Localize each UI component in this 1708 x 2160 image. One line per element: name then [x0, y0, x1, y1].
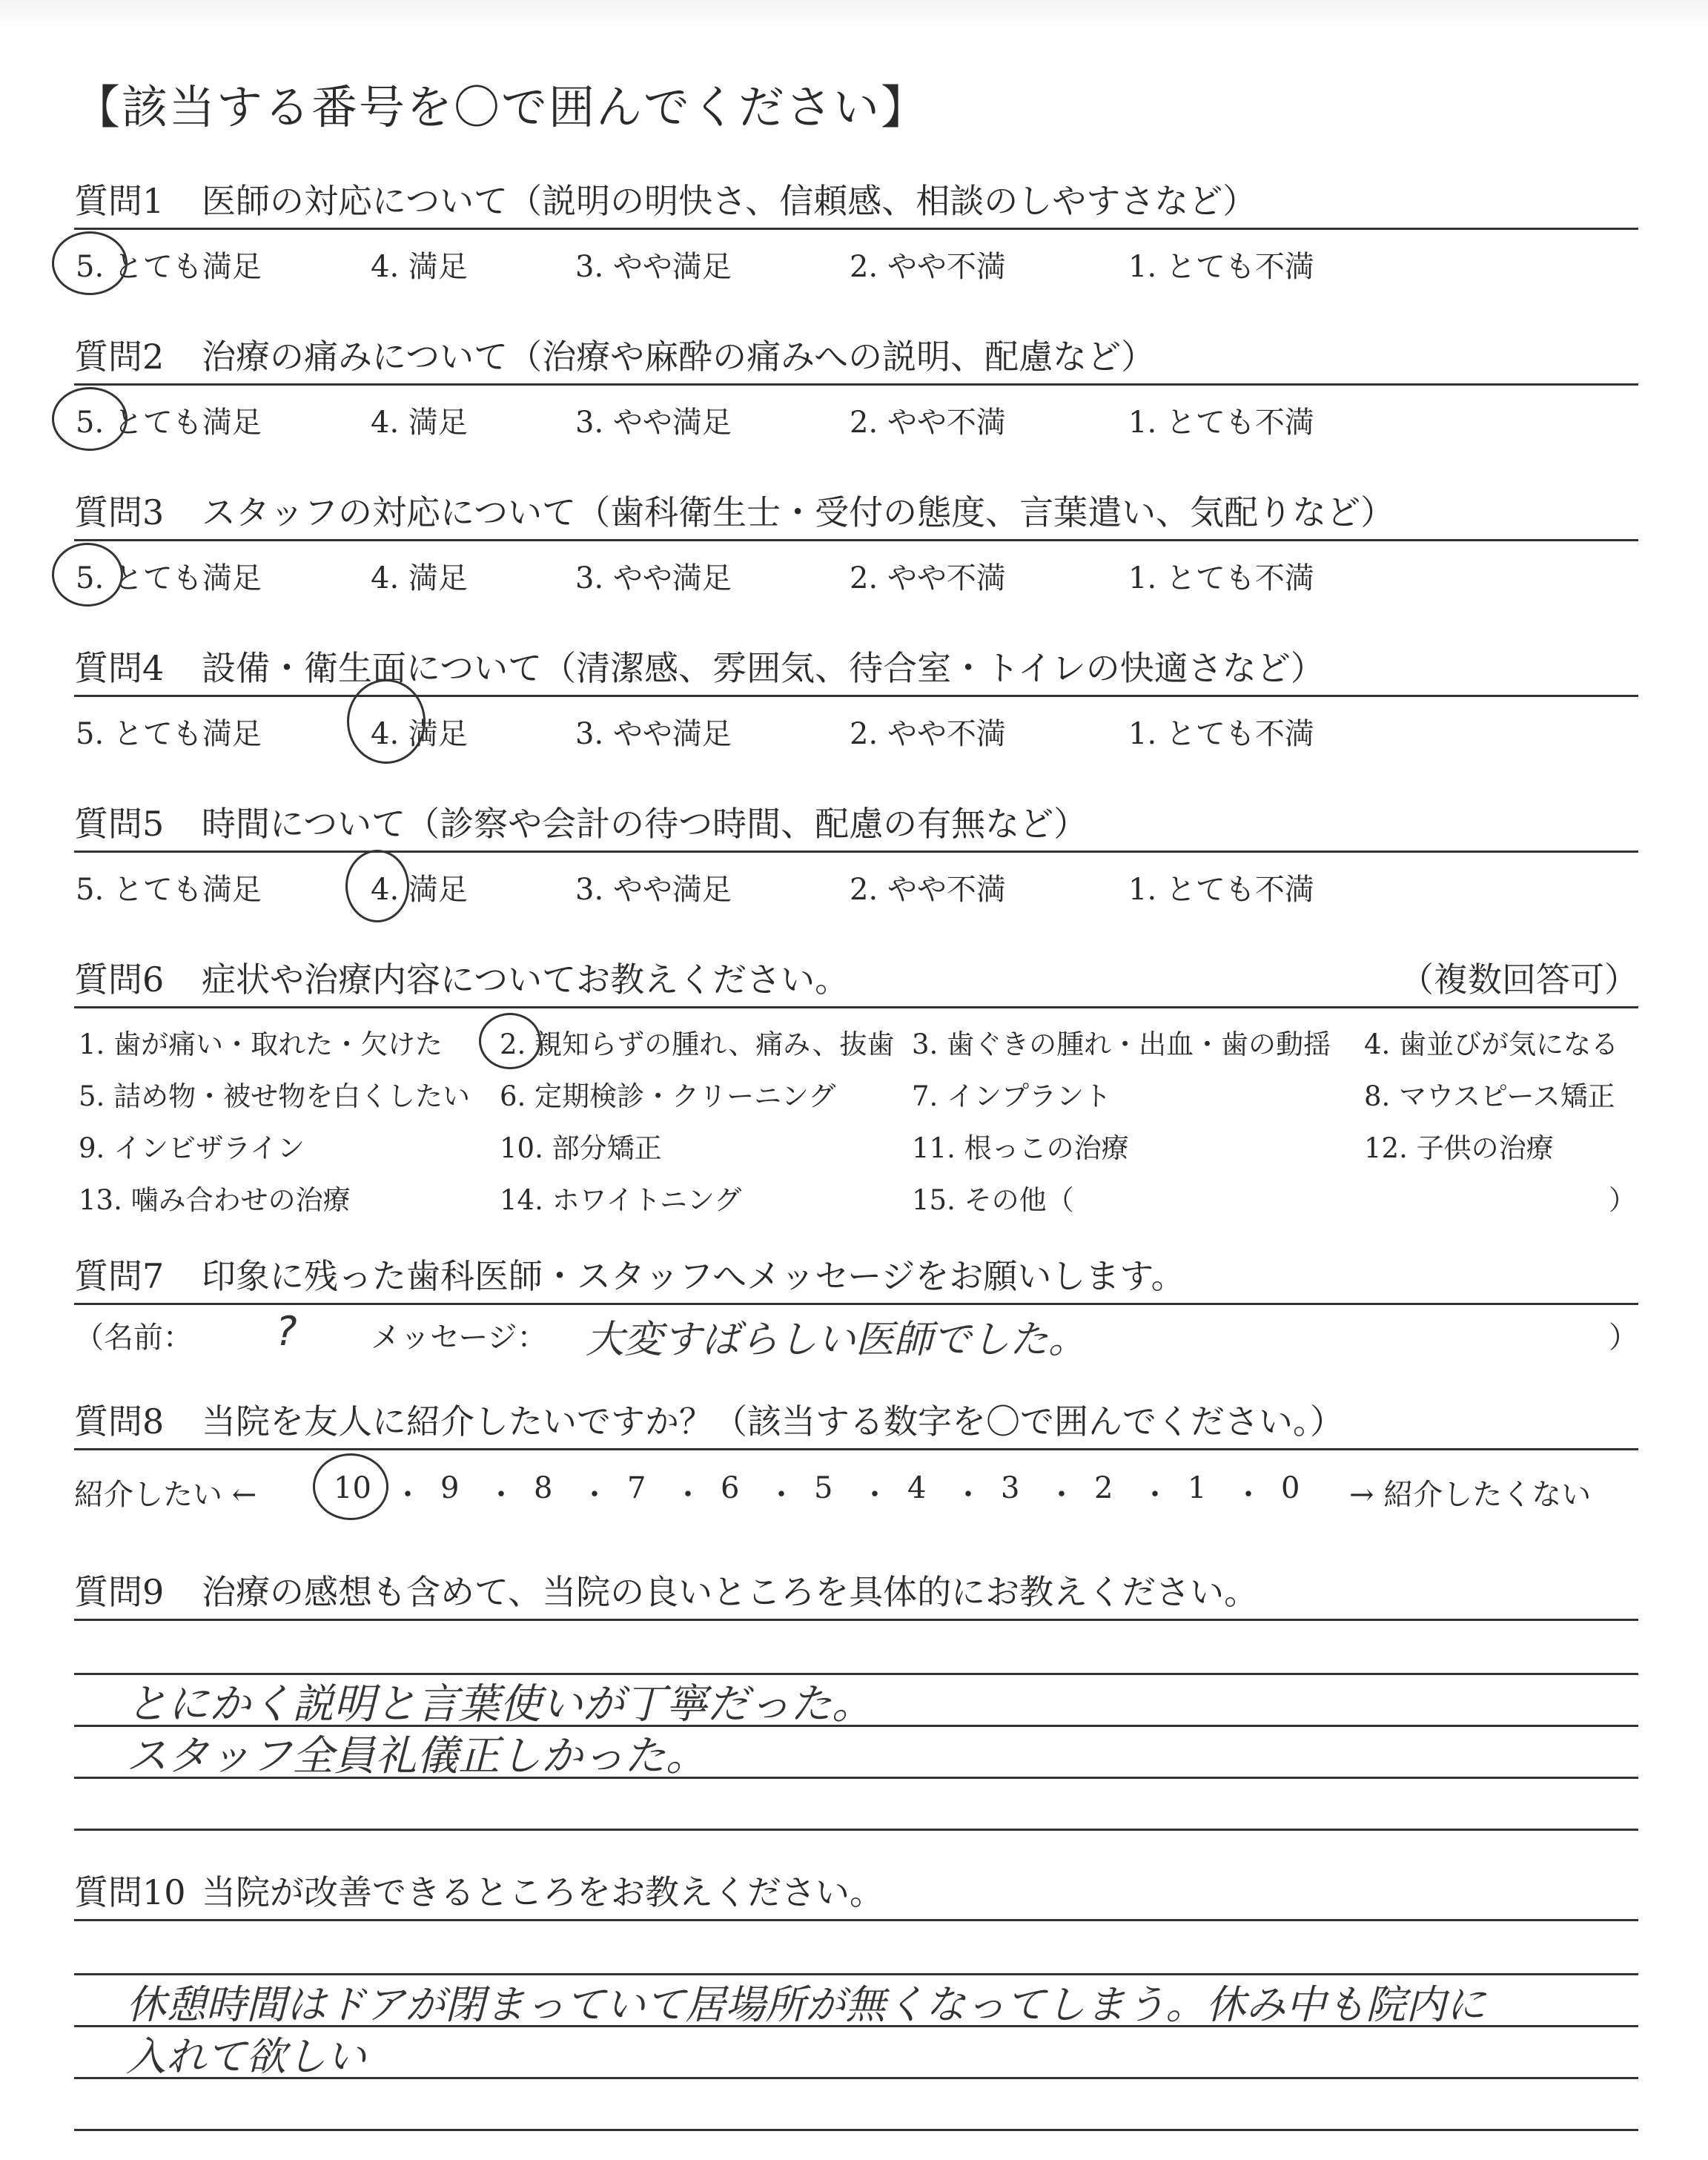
scale-value-6[interactable]: 6	[721, 1471, 740, 1505]
handwritten-answer-line-1: 休憩時間はドアが閉まっていて居場所が無くなってしまう。休み中も院内に	[126, 1981, 1486, 2028]
question-2	[74, 311, 1638, 467]
scale-value-1[interactable]: 1	[1188, 1471, 1207, 1505]
selection-circle	[52, 543, 123, 607]
question-header	[74, 1847, 1638, 1921]
question-header	[74, 467, 1638, 541]
option-2[interactable]: 2. やや不満	[850, 250, 1006, 284]
selection-circle	[345, 850, 409, 922]
ruled-line	[74, 1829, 1638, 1831]
option-2[interactable]: 2. やや不満	[850, 717, 1006, 751]
answer-area[interactable]	[74, 1921, 1638, 2144]
question-text: 当院を友人に紹介したいですか？（該当する数字を〇で囲んでください。）	[202, 1401, 1344, 1441]
question-4	[74, 623, 1638, 779]
handwritten-answer-line-2: 入れて欲しい	[126, 2033, 366, 2080]
handwritten-answer-line-1: とにかく説明と言葉使いが丁寧だった。	[126, 1680, 873, 1728]
symptom-option-9[interactable]: 9. インビザライン	[79, 1132, 305, 1164]
question-10	[74, 1847, 1638, 2144]
selection-circle	[52, 387, 128, 451]
option-3[interactable]: 3. やや満足	[575, 717, 732, 751]
scale-dot: ・	[393, 1478, 423, 1512]
question-5	[74, 779, 1638, 934]
survey-page	[74, 74, 1638, 2144]
page-title: 【該当する番号を〇で囲んでください】	[74, 80, 929, 134]
option-4[interactable]: 4. 満足	[371, 406, 468, 440]
scale-value-8[interactable]: 8	[534, 1471, 553, 1505]
scale-dot: ・	[860, 1478, 890, 1512]
symptom-option-13[interactable]: 13. 噛み合わせの治療	[79, 1184, 351, 1216]
rating-options	[74, 541, 1638, 623]
question-header	[74, 1547, 1638, 1621]
option-2[interactable]: 2. やや不満	[850, 873, 1006, 907]
scale-value-10[interactable]: 10	[334, 1471, 371, 1505]
question-number: 質問4	[74, 648, 165, 688]
question-number: 質問7	[74, 1256, 165, 1296]
option-5[interactable]: 5. とても満足	[76, 873, 262, 907]
option-5[interactable]: 5. とても満足	[76, 561, 262, 595]
symptom-option-10[interactable]: 10. 部分矯正	[500, 1132, 662, 1164]
question-6	[74, 934, 1638, 1231]
question-header	[74, 779, 1638, 853]
question-header	[74, 1231, 1638, 1305]
question-7	[74, 1231, 1638, 1376]
symptom-option-7[interactable]: 7. インプラント	[912, 1080, 1112, 1112]
question-text: 症状や治療内容についてお教えください。	[202, 960, 850, 1000]
rating-options	[74, 697, 1638, 779]
option-5[interactable]: 5. とても満足	[76, 250, 262, 284]
symptom-option-5[interactable]: 5. 詰め物・被せ物を白くしたい	[79, 1080, 471, 1112]
question-1	[74, 156, 1638, 311]
rating-options	[74, 230, 1638, 311]
message-row	[74, 1305, 1638, 1376]
scale-value-9[interactable]: 9	[440, 1471, 460, 1505]
selection-circle	[479, 1013, 541, 1069]
question-number: 質問10	[74, 1872, 186, 1912]
question-header	[74, 1376, 1638, 1450]
symptom-option-15[interactable]: 15. その他（	[912, 1184, 1074, 1216]
symptom-option-4[interactable]: 4. 歯並びが気になる	[1364, 1028, 1619, 1060]
selection-circle	[313, 1453, 388, 1520]
option-1[interactable]: 1. とても不満	[1128, 717, 1314, 751]
scale-dot: ・	[953, 1478, 983, 1512]
option-1[interactable]: 1. とても不満	[1128, 250, 1314, 284]
question-header	[74, 311, 1638, 386]
symptom-option-2[interactable]: 2. 親知らずの腫れ、痛み、抜歯	[500, 1028, 895, 1060]
handwritten-answer-line-2: スタッフ全員礼儀正しかった。	[126, 1732, 707, 1780]
option-1[interactable]: 1. とても不満	[1128, 406, 1314, 440]
option-4[interactable]: 4. 満足	[371, 561, 468, 595]
selection-circle	[52, 231, 128, 295]
rating-options	[74, 853, 1638, 934]
scale-value-7[interactable]: 7	[627, 1471, 646, 1505]
question-header	[74, 156, 1638, 230]
other-close-paren: ）	[1609, 1184, 1636, 1216]
symptom-option-11[interactable]: 11. 根っこの治療	[912, 1132, 1129, 1164]
question-text: 当院が改善できるところをお教えください。	[202, 1872, 884, 1912]
symptom-options	[74, 1008, 1638, 1231]
question-text: 治療の痛みについて（治療や麻酔の痛みへの説明、配慮など）	[202, 337, 1156, 377]
question-text: 時間について（診察や会計の待つ時間、配慮の有無など）	[202, 804, 1088, 844]
message-label: メッセージ：	[371, 1321, 547, 1355]
option-2[interactable]: 2. やや不満	[850, 406, 1006, 440]
question-9	[74, 1547, 1638, 1847]
symptom-option-1[interactable]: 1. 歯が痛い・取れた・欠けた	[79, 1028, 443, 1060]
scale-dot: ・	[673, 1478, 703, 1512]
scale-dot: ・	[580, 1478, 609, 1512]
question-number: 質問6	[74, 960, 165, 1000]
symptom-option-8[interactable]: 8. マウスピース矯正	[1364, 1080, 1615, 1112]
scale-value-0[interactable]: 0	[1281, 1471, 1300, 1505]
question-text: 医師の対応について（説明の明快さ、信頼感、相談のしやすさなど）	[202, 181, 1257, 221]
question-header	[74, 623, 1638, 697]
selection-circle	[347, 679, 426, 764]
recommend-scale	[74, 1450, 1638, 1547]
question-text: 設備・衛生面について（清潔感、雰囲気、待合室・トイレの快適さなど）	[202, 648, 1325, 688]
option-5[interactable]: 5. とても満足	[76, 406, 262, 440]
question-number: 質問3	[74, 492, 165, 532]
scan-top-edge	[0, 0, 1708, 33]
message-value[interactable]: 大変すばらしい医師でした。	[586, 1318, 1088, 1362]
question-text: 印象に残った歯科医師・スタッフへメッセージをお願いします。	[202, 1256, 1185, 1296]
answer-area[interactable]	[74, 1621, 1638, 1847]
scale-dot: ・	[1234, 1478, 1263, 1512]
multiple-answer-note: （複数回答可）	[1400, 960, 1638, 1000]
symptom-option-3[interactable]: 3. 歯ぐきの腫れ・出血・歯の動揺	[912, 1028, 1331, 1060]
symptom-option-14[interactable]: 14. ホワイトニング	[500, 1184, 742, 1216]
question-text: スタッフの対応について（歯科衛生士・受付の態度、言葉遣い、気配りなど）	[202, 492, 1395, 532]
option-4[interactable]: 4. 満足	[371, 873, 468, 907]
option-4[interactable]: 4. 満足	[371, 250, 468, 284]
symptom-option-12[interactable]: 12. 子供の治療	[1364, 1132, 1554, 1164]
question-3	[74, 467, 1638, 623]
option-2[interactable]: 2. やや不満	[850, 561, 1006, 595]
rating-options	[74, 386, 1638, 467]
scale-left-label: 紹介したい ←	[74, 1478, 257, 1512]
name-value[interactable]: ?	[276, 1308, 297, 1355]
scale-value-4[interactable]: 4	[907, 1471, 927, 1505]
scale-dot: ・	[486, 1478, 516, 1512]
scale-value-3[interactable]: 3	[1001, 1471, 1020, 1505]
question-number: 質問5	[74, 804, 165, 844]
scale-value-2[interactable]: 2	[1094, 1471, 1113, 1505]
scale-dot: ・	[1047, 1478, 1076, 1512]
ruled-line	[74, 2129, 1638, 2131]
symptom-option-6[interactable]: 6. 定期検診・クリーニング	[500, 1080, 836, 1112]
option-3[interactable]: 3. やや満足	[575, 250, 732, 284]
scale-dot: ・	[1140, 1478, 1170, 1512]
option-3[interactable]: 3. やや満足	[575, 873, 732, 907]
scale-dot: ・	[767, 1478, 796, 1512]
question-number: 質問8	[74, 1401, 165, 1441]
option-3[interactable]: 3. やや満足	[575, 406, 732, 440]
option-1[interactable]: 1. とても不満	[1128, 873, 1314, 907]
message-close-paren: ）	[1609, 1321, 1638, 1355]
option-5[interactable]: 5. とても満足	[76, 717, 262, 751]
option-1[interactable]: 1. とても不満	[1128, 561, 1314, 595]
option-3[interactable]: 3. やや満足	[575, 561, 732, 595]
scale-right-label: → 紹介したくない	[1349, 1478, 1592, 1512]
question-number: 質問2	[74, 337, 165, 377]
scale-value-5[interactable]: 5	[814, 1471, 833, 1505]
question-number: 質問9	[74, 1572, 165, 1612]
question-text: 治療の感想も含めて、当院の良いところを具体的にお教えください。	[202, 1572, 1259, 1612]
question-header	[74, 934, 1638, 1008]
name-label: （名前：	[74, 1321, 193, 1355]
option-4[interactable]: 4. 満足	[371, 717, 468, 751]
question-number: 質問1	[74, 181, 165, 221]
question-8	[74, 1376, 1638, 1547]
